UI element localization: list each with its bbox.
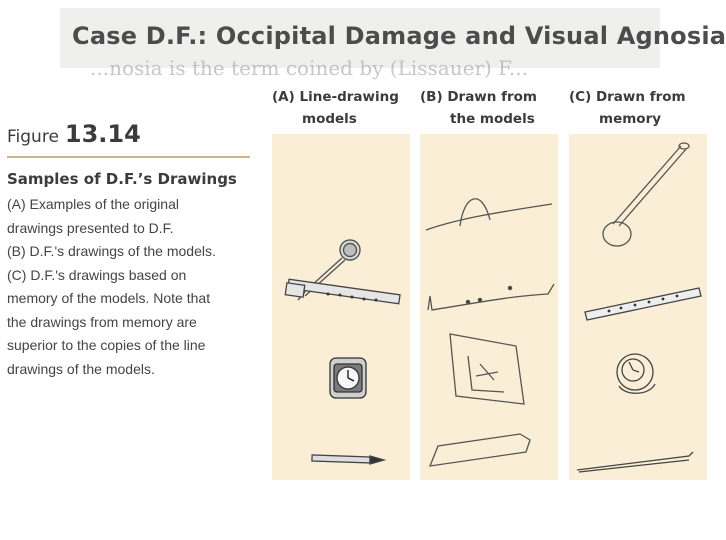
- column-header-c: [569, 86, 686, 130]
- column-header-c-line2: memory: [599, 111, 662, 127]
- caption-body: [7, 193, 257, 381]
- memory-pen-drawing: [577, 452, 693, 472]
- chapter-banner: [60, 8, 726, 80]
- caption-line: (A) Examples of the original: [7, 196, 179, 212]
- panel-c-drawings: [569, 134, 707, 480]
- figure-number: 13.14: [64, 120, 141, 148]
- copied-spoon-drawing: [426, 199, 552, 230]
- panel-c-memory-drawings: [569, 134, 707, 480]
- copied-recorder-drawing: [428, 284, 554, 310]
- panel-a-line-drawings: [272, 134, 410, 480]
- column-header-b-line2: the models: [450, 111, 535, 127]
- travel-clock-drawing: [330, 358, 366, 398]
- memory-spoon-drawing: [603, 143, 689, 246]
- column-header-a-line2: models: [302, 111, 357, 127]
- caption-line: memory of the models. Note that: [7, 290, 211, 306]
- caption-line: (B) D.F.'s drawings of the models.: [7, 243, 216, 259]
- caption-line: the drawings from memory are: [7, 313, 197, 330]
- column-header-c-line1: (C) Drawn from: [569, 89, 686, 105]
- caption-line: drawings of the models.: [7, 360, 155, 377]
- column-header-a: [272, 86, 399, 130]
- recorder-drawing: [285, 279, 400, 303]
- panel-b-drawings: [420, 134, 558, 480]
- copied-clock-drawing: [450, 334, 524, 404]
- column-header-b-line1: (B) Drawn from: [420, 89, 537, 105]
- memory-clock-drawing: [617, 354, 655, 393]
- memory-recorder-drawing: [585, 288, 701, 320]
- pen-drawing: [312, 455, 384, 464]
- banner-title: Case D.F.: Occipital Damage and Visual Agnosia: [72, 22, 726, 50]
- figure-label: [7, 120, 141, 148]
- figure-word: Figure: [7, 127, 59, 147]
- column-header-a-line1: (A) Line-drawing: [272, 89, 399, 105]
- caption-line: superior to the copies of the line: [7, 337, 206, 353]
- caption-title: Samples of D.F.’s Drawings: [7, 170, 237, 188]
- panel-b-copied-drawings: [420, 134, 558, 480]
- column-header-b: [420, 86, 537, 130]
- panel-a-drawings: [272, 134, 410, 480]
- copied-pen-drawing: [430, 434, 530, 466]
- caption-line: drawings presented to D.F.: [7, 219, 174, 236]
- caption-line: (C) D.F.'s drawings based on: [7, 266, 187, 283]
- banner-faded-text: ...nosia is the term coined by (Lissauer) F...: [90, 56, 528, 80]
- figure-rule: [7, 156, 250, 158]
